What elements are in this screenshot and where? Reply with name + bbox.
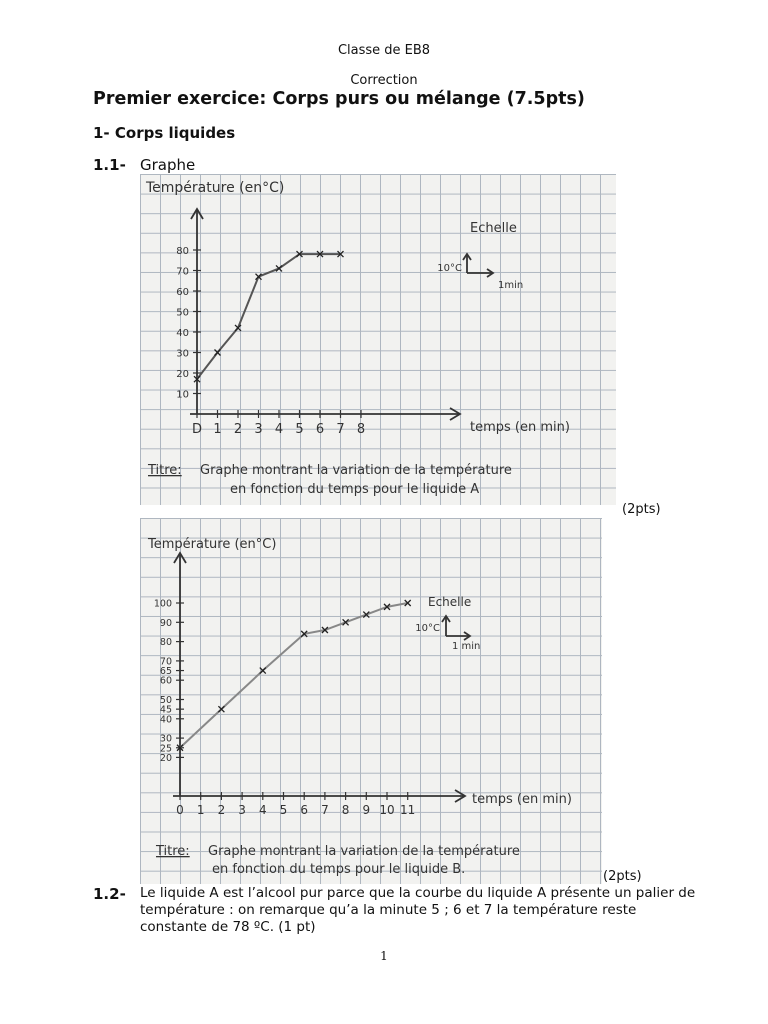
graph-b-x-tick-label: 5: [279, 803, 288, 817]
section-heading: 1- Corps liquides: [93, 124, 236, 142]
graph-b-x-tick-label: 0: [176, 803, 184, 817]
graph-a-x-tick-label: 2: [233, 422, 243, 437]
graph-a-point: [215, 350, 221, 356]
graph-b-svg: [140, 518, 602, 884]
graph-b-y-tick-label: 25: [159, 743, 172, 755]
question-number-1-2: 1.2-: [93, 885, 126, 903]
graph-b-title-line1: Graphe montrant la variation de la température: [208, 844, 520, 859]
graph-b-point: [218, 706, 224, 712]
exercise-title: Premier exercice: Corps purs ou mélange (7.5pts): [93, 89, 585, 109]
graph-b-y-tick-label: 90: [159, 617, 172, 629]
graph-a-y-tick-label: 60: [176, 287, 189, 298]
graph-b-scale-x: 1 min: [452, 641, 481, 652]
graph-a-y-tick-label: 40: [176, 328, 189, 339]
graph-b-y-tick-label: 60: [159, 675, 172, 687]
graph-a-y-tick-label: 30: [176, 348, 189, 360]
graph-b-y-tick-label: 50: [159, 695, 172, 706]
graph-a-curve: [197, 254, 341, 379]
graph-b-y-tick-label: 20: [159, 752, 172, 764]
question-label-graphe: Graphe: [140, 156, 196, 174]
graph-a-x-tick-label: D: [191, 422, 203, 437]
graph-a-y-tick-label: 10: [176, 389, 189, 401]
graph-a-x-tick-label: 6: [315, 422, 325, 437]
graph-a-y-tick-label: 20: [176, 369, 189, 380]
graph-b-x-tick-label: 3: [238, 803, 246, 817]
graph-a-x-label: temps (en min): [470, 420, 570, 435]
question-answer-1-2: Le liquide A est l’alcool pur parce que la courbe du liquide A présente un palier de température : on remarque qu’a la minute 5 ; 6 et 7 la température reste constante de 78 ºC. (1 pt): [140, 885, 696, 935]
graph-a-x-tick-label: 7: [336, 422, 345, 437]
graph-b-x-tick-label: 7: [321, 803, 329, 817]
graph-a-scale-y: 10°C: [437, 263, 462, 274]
graph-b-x-tick-label: 9: [362, 803, 371, 817]
graph-a-scale-x: 1min: [498, 280, 524, 291]
graph-a-scale-label: Echelle: [470, 221, 517, 236]
graph-b-photo: [140, 518, 602, 884]
graph-b-x-tick-label: 8: [341, 803, 350, 817]
graph-b-point: [260, 668, 266, 674]
graph-b-x-tick-label: 1: [196, 803, 205, 817]
graph-a-x-tick-label: 3: [254, 422, 263, 437]
graph-a-photo: [140, 174, 616, 505]
graph-b-scale-label: Echelle: [428, 595, 472, 609]
graph-a-title-line1: Graphe montrant la variation de la température: [200, 463, 512, 478]
graph-a-points: (2pts): [622, 502, 661, 517]
page-number: 1: [380, 949, 388, 963]
correction-label: Correction: [350, 73, 418, 88]
graph-b-y-tick-label: 80: [159, 637, 172, 649]
graph-a-x-tick-label: 8: [356, 422, 366, 437]
graph-a-title-prefix: Titre:: [148, 463, 182, 478]
class-line: Classe de EB8: [337, 43, 431, 58]
graph-b-y-tick-label: 45: [159, 704, 172, 716]
graph-a-y-tick-label: 50: [176, 307, 189, 319]
graph-b-title-prefix: Titre:: [156, 844, 190, 859]
graph-a-x-tick-label: 5: [295, 422, 304, 437]
graph-b-title-line2: en fonction du temps pour le liquide B.: [212, 862, 466, 877]
graph-b-scale-y: 10°C: [415, 623, 440, 634]
graph-b-x-tick-label: 4: [258, 803, 267, 817]
graph-b-x-label: temps (en min): [472, 792, 572, 807]
graph-a-x-tick-label: 4: [274, 422, 284, 437]
graph-b-x-tick-label: 11: [400, 803, 416, 817]
graph-b-y-tick-label: 100: [153, 598, 172, 610]
graph-b-x-tick-label: 6: [300, 803, 309, 817]
graph-b-y-tick-label: 40: [159, 714, 172, 726]
graph-a-y-tick-label: 70: [176, 266, 189, 278]
graph-a-title-line2: en fonction du temps pour le liquide A: [230, 482, 480, 497]
graph-a-y-label: Température (en°C): [146, 180, 285, 196]
graph-b-y-label: Température (en°C): [148, 537, 277, 552]
graph-a-svg: [140, 174, 616, 505]
graph-a-y-tick-label: 80: [176, 246, 189, 257]
graph-b-points: (2pts): [603, 869, 642, 884]
graph-b-y-tick-label: 70: [159, 656, 172, 668]
graph-a-x-tick-label: 1: [213, 422, 222, 437]
graph-b-x-tick-label: 2: [217, 803, 226, 817]
graph-b-x-tick-label: 10: [379, 803, 395, 817]
graph-b-y-tick-label: 65: [159, 666, 172, 678]
question-number-1-1: 1.1-: [93, 156, 126, 174]
graph-b-y-tick-label: 30: [159, 733, 172, 745]
graph-b-curve: [180, 603, 408, 748]
